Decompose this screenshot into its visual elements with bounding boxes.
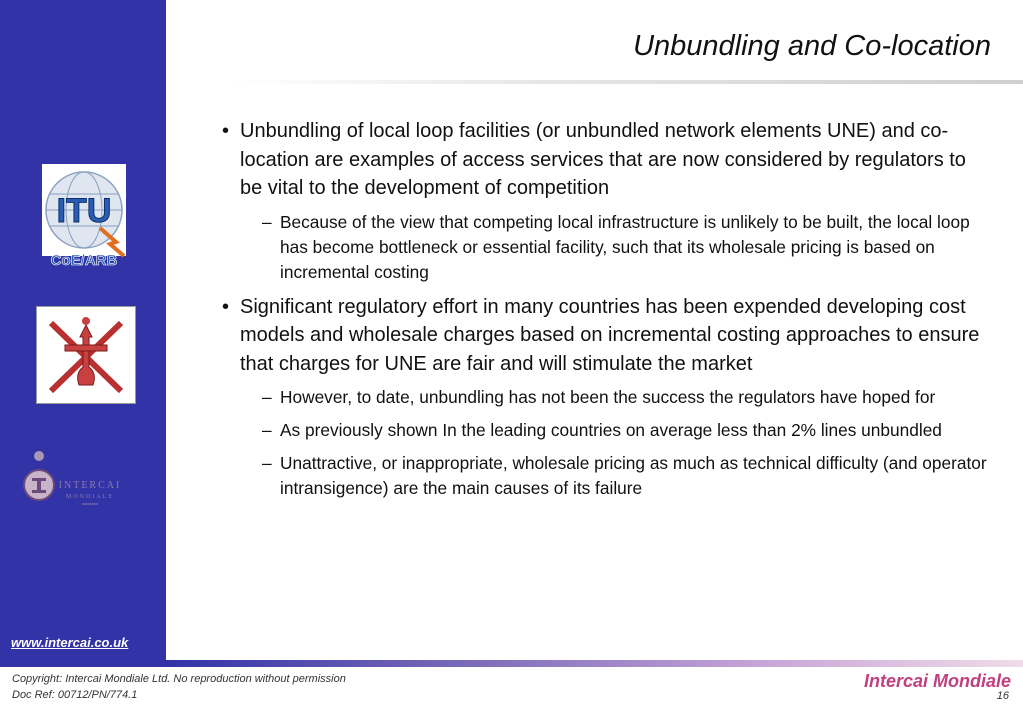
oman-emblem <box>36 306 136 404</box>
intercai-logo-line2: MONDIALE <box>66 494 114 500</box>
sidebar <box>0 0 166 662</box>
sub-bullet-item: – Unattractive, or inappropriate, wholesale pricing as much as technical difficulty (and operator intransigence) are the main causes of its failure <box>262 451 992 501</box>
itu-logo-text: ITU <box>56 192 112 230</box>
itu-logo-subtext: CoE/ARB <box>50 252 118 269</box>
footer-divider <box>166 660 1023 667</box>
sub-bullet-item: – Because of the view that competing local infrastructure is unlikely to be built, the local loop has become bottleneck or essential facility, such that its wholesale pricing is based on incremental costing <box>262 210 992 285</box>
title-divider <box>232 80 1023 84</box>
sub-bullet-item: – However, to date, unbundling has not been the success the regulators have hoped for <box>262 385 992 410</box>
slide-content <box>222 117 992 509</box>
copyright-notice: Copyright: Intercai Mondiale Ltd. No reproduction without permission <box>12 673 346 685</box>
intercai-logo-line1: INTERCAI <box>58 480 122 491</box>
intercai-logo <box>20 448 150 508</box>
oman-emblem-icon <box>37 307 135 403</box>
intercai-logo-icon <box>20 448 150 508</box>
bullet-item: • Significant regulatory effort in many countries has been expended developing cost models and wholesale charges based on incremental costing approaches to ensure that charges for UNE are fair and will stimulate the market <box>222 293 992 379</box>
doc-reference: Doc Ref: 00712/PN/774.1 <box>12 689 138 701</box>
website-link[interactable]: www.intercai.co.uk <box>11 635 129 650</box>
itu-logo <box>30 158 138 270</box>
bullet-item: • Unbundling of local loop facilities (or unbundled network elements UNE) and co-location are examples of access services that are now considered by regulators to be vital to the development of competition <box>222 117 992 203</box>
sub-bullet-item: – As previously shown In the leading countries on average less than 2% lines unbundled <box>262 418 992 443</box>
itu-globe-icon <box>30 158 138 270</box>
footer-divider-left <box>0 660 166 667</box>
page-number: 16 <box>996 690 1009 702</box>
brand-name: Intercai Mondiale <box>863 671 1011 691</box>
slide-title: Unbundling and Co-location <box>633 30 991 62</box>
